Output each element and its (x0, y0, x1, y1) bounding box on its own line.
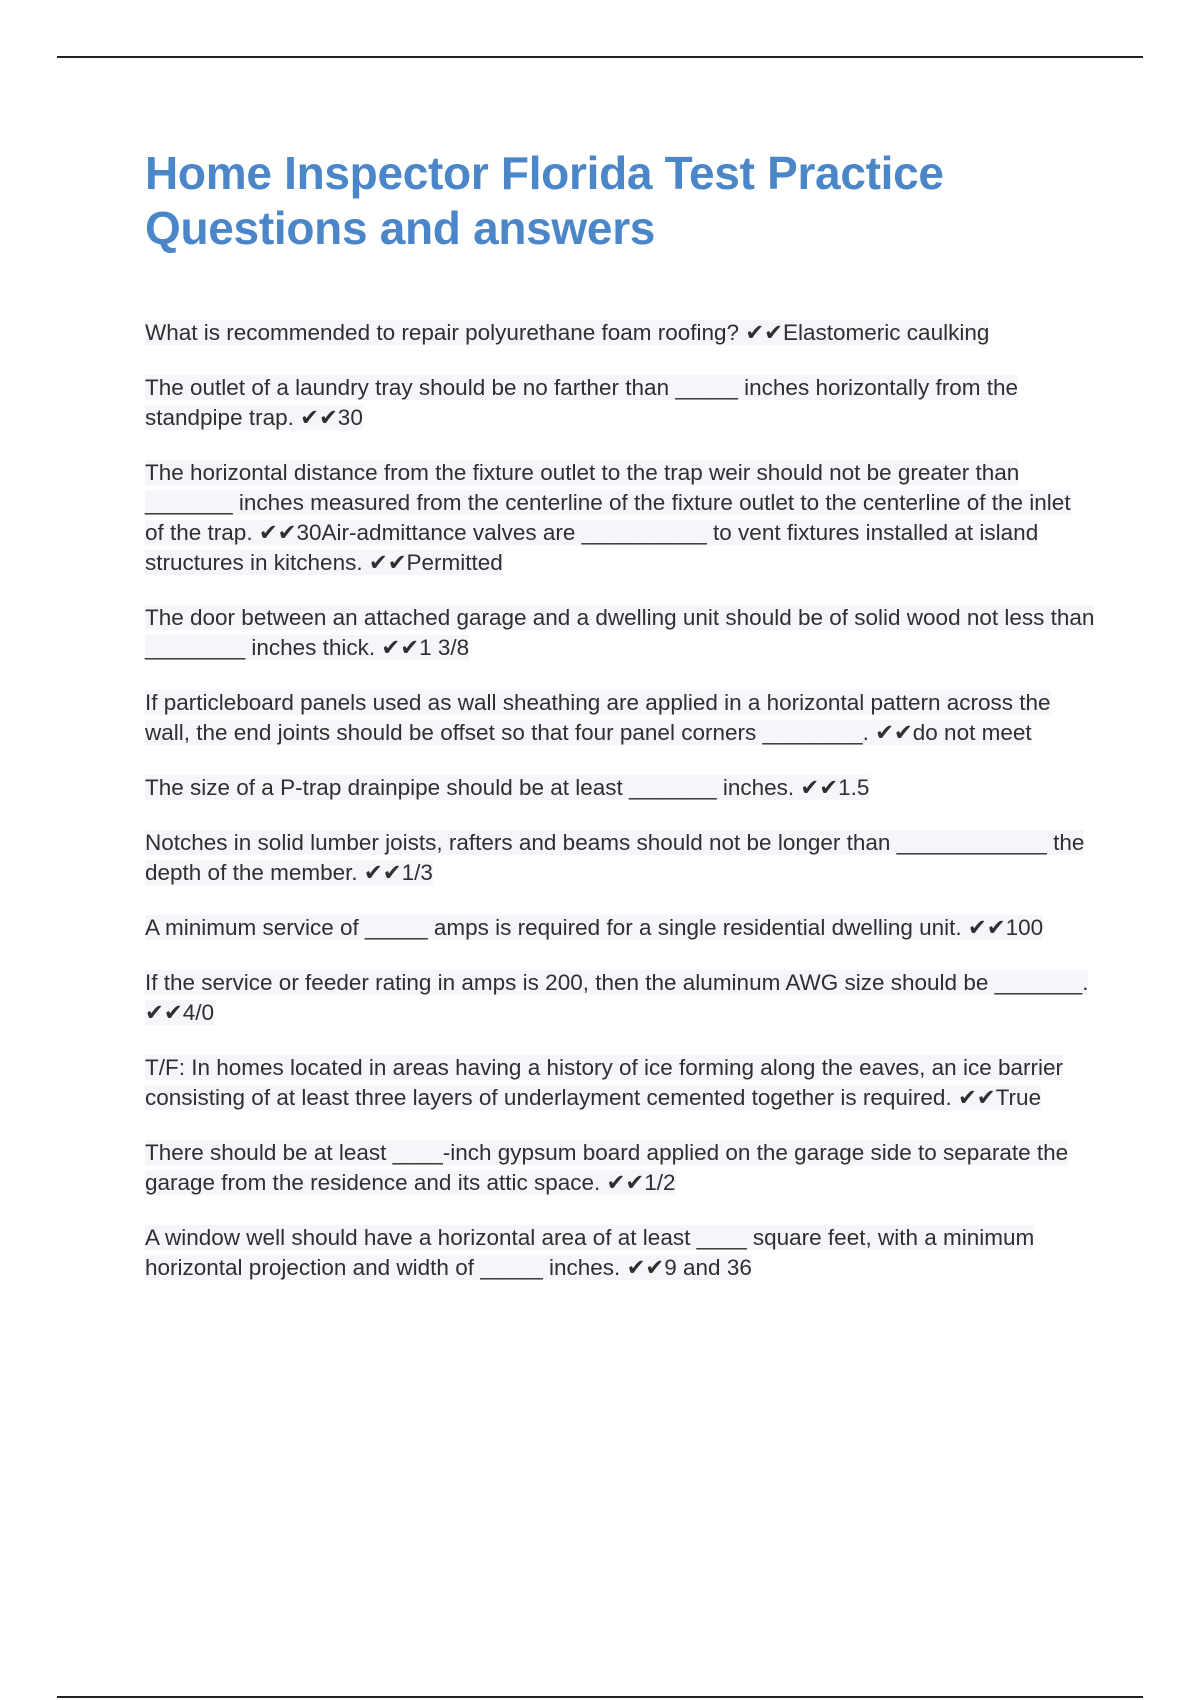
qa-item (145, 828, 1095, 888)
qa-item (145, 318, 1095, 348)
qa-item-text: If the service or feeder rating in amps is 200, then the aluminum AWG size should be _______. ✔✔4/0 (145, 970, 1089, 1025)
top-divider (57, 56, 1143, 58)
qa-item-text: T/F: In homes located in areas having a history of ice forming along the eaves, an ice barrier consisting of at least three layers of underlayment cemented together is required. ✔✔True (145, 1055, 1063, 1110)
qa-item-text: The size of a P-trap drainpipe should be at least _______ inches. ✔✔1.5 (145, 775, 870, 800)
qa-item-text: The door between an attached garage and a dwelling unit should be of solid wood not less than ________ inches thick. ✔✔1 3/8 (145, 605, 1095, 660)
qa-item (145, 1053, 1095, 1113)
qa-item-text: The horizontal distance from the fixture outlet to the trap weir should not be greater than _______ inches measured from the centerline of the fixture outlet to the centerline of the inlet of the trap. ✔✔30Air-admittance valves are __________ to vent fixtures installed at island structures in kitchens. ✔✔Permitted (145, 460, 1071, 575)
document-title: Home Inspector Florida Test Practice Questions and answers (145, 147, 944, 254)
document-body (145, 146, 1095, 1308)
bottom-divider (57, 1696, 1143, 1698)
qa-item-text: Notches in solid lumber joists, rafters and beams should not be longer than ____________ the depth of the member. ✔✔1/3 (145, 830, 1085, 885)
qa-item (145, 913, 1095, 943)
qa-item (145, 1223, 1095, 1283)
qa-item (145, 1138, 1095, 1198)
qa-item (145, 458, 1095, 578)
qa-item (145, 688, 1095, 748)
qa-item-text: The outlet of a laundry tray should be no farther than _____ inches horizontally from the standpipe trap. ✔✔30 (145, 375, 1019, 430)
qa-item (145, 773, 1095, 803)
qa-item-text: What is recommended to repair polyurethane foam roofing? ✔✔Elastomeric caulking (145, 320, 990, 345)
qa-item (145, 968, 1095, 1028)
qa-item-text: A window well should have a horizontal area of at least ____ square feet, with a minimum horizontal projection and width of _____ inches. ✔✔9 and 36 (145, 1225, 1035, 1280)
qa-item-text: A minimum service of _____ amps is required for a single residential dwelling unit. ✔✔100 (145, 915, 1044, 940)
qa-item (145, 603, 1095, 663)
qa-item-text: If particleboard panels used as wall sheathing are applied in a horizontal pattern across the wall, the end joints should be offset so that four panel corners ________. ✔✔do not meet (145, 690, 1051, 745)
qa-item (145, 373, 1095, 433)
qa-item-text: There should be at least ____-inch gypsum board applied on the garage side to separate the garage from the residence and its attic space. ✔✔1/2 (145, 1140, 1069, 1195)
